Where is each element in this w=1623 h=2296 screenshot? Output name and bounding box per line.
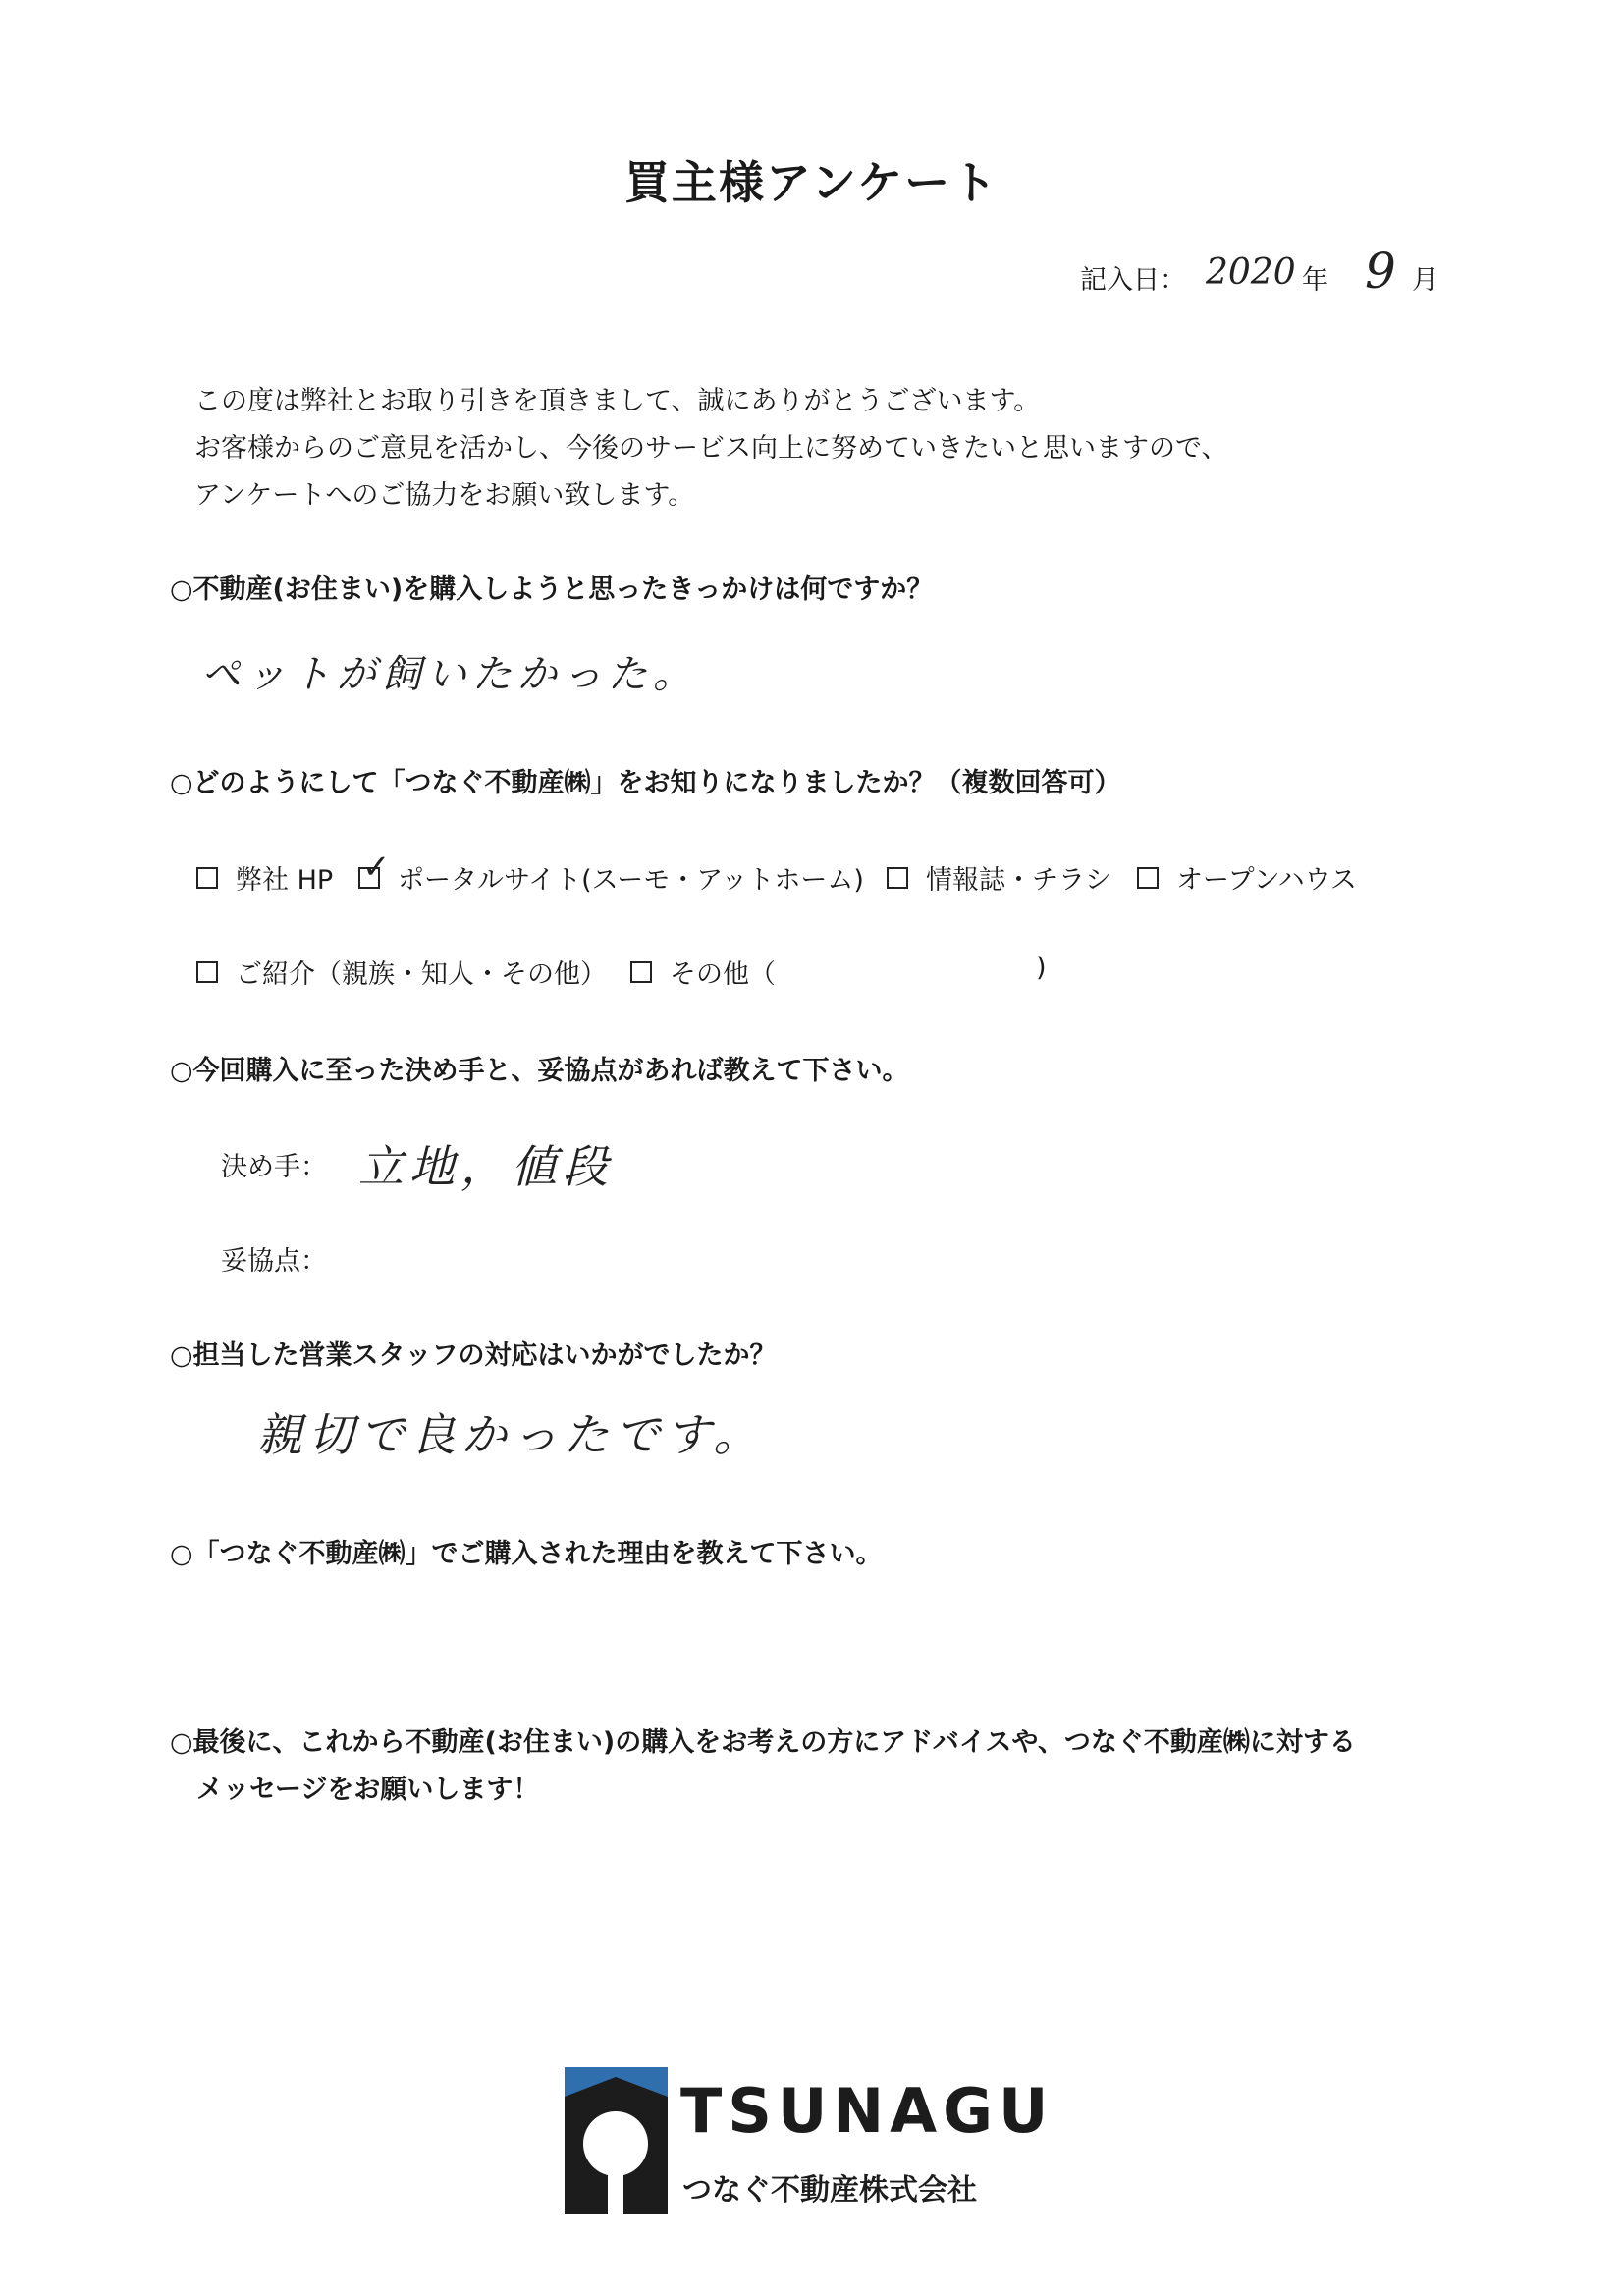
intro-line: アンケートへのご協力をお願い致します。: [194, 480, 695, 511]
compromise-label: 妥協点：: [221, 1246, 327, 1277]
question-how-known: ○どのようにして「つなぐ不動産㈱」をお知りになりましたか？（複数回答可）: [170, 768, 1121, 798]
checkbox-magazine-flyer[interactable]: [887, 867, 908, 889]
logo-company-name: つなぐ不動産株式会社: [682, 2173, 977, 2208]
option-portal-site[interactable]: ✓ ポータルサイト(スーモ・アットホーム): [358, 858, 864, 897]
date-month-unit: 月: [1412, 265, 1438, 296]
question-message: ○最後に、これから不動産(お住まい)の購入をお考えの方にアドバイスや、つなぐ不動産㈱に対する: [170, 1727, 1356, 1758]
question-message-line2: メッセージをお願いします！: [196, 1775, 540, 1805]
date-year: 2020: [1206, 252, 1296, 293]
date-month: 9: [1365, 243, 1396, 300]
deciding-label: 決め手：: [221, 1152, 327, 1182]
option-referral[interactable]: ご紹介（親族・知人・その他）: [196, 953, 607, 991]
checkbox-portal-site[interactable]: [358, 847, 391, 889]
date-label: 記入日：: [1080, 265, 1186, 296]
company-logo: [565, 2067, 1055, 2214]
intro-text: [194, 378, 1227, 519]
checkbox-referral[interactable]: [196, 961, 218, 983]
question-staff: ○担当した営業スタッフの対応はいかがでしたか？: [170, 1340, 777, 1371]
question-trigger: ○不動産(お住まい)を購入しようと思ったきっかけは何ですか？: [170, 574, 934, 605]
checkbox-other[interactable]: [630, 961, 652, 983]
checkbox-open-house[interactable]: [1137, 867, 1159, 889]
answer-trigger: ペットが飼いたかった。: [201, 652, 698, 697]
page-title: 買主様アンケート: [623, 156, 1000, 209]
intro-line: お客様からのご意見を活かし、今後のサービス向上に努めていきたいと思いますので、: [194, 433, 1228, 464]
deciding-answer: 立地，値段: [358, 1140, 614, 1193]
checkmark-icon: ✓: [362, 847, 391, 887]
checkbox-company-hp[interactable]: [196, 867, 218, 889]
option-open-house[interactable]: オープンハウス: [1137, 858, 1357, 897]
option-company-hp[interactable]: 弊社 HP: [196, 858, 333, 897]
question-purchase-reason: ○「つなぐ不動産㈱」でご購入された理由を教えて下さい。: [170, 1539, 883, 1569]
option-magazine-flyer[interactable]: 情報誌・チラシ: [887, 858, 1111, 897]
answer-staff: 親切で良かったです。: [257, 1408, 765, 1461]
other-close-paren: ): [1036, 953, 1047, 983]
logo-wordmark: TSUNAGU: [680, 2075, 1055, 2147]
date-year-unit: 年: [1302, 265, 1328, 296]
option-other[interactable]: その他（: [630, 953, 776, 991]
question-deciding-factor: ○今回購入に至った決め手と、妥協点があれば教えて下さい。: [170, 1056, 909, 1086]
intro-line: この度は弊社とお取り引きを頂きまして、誠にありがとうございます。: [194, 386, 1041, 416]
